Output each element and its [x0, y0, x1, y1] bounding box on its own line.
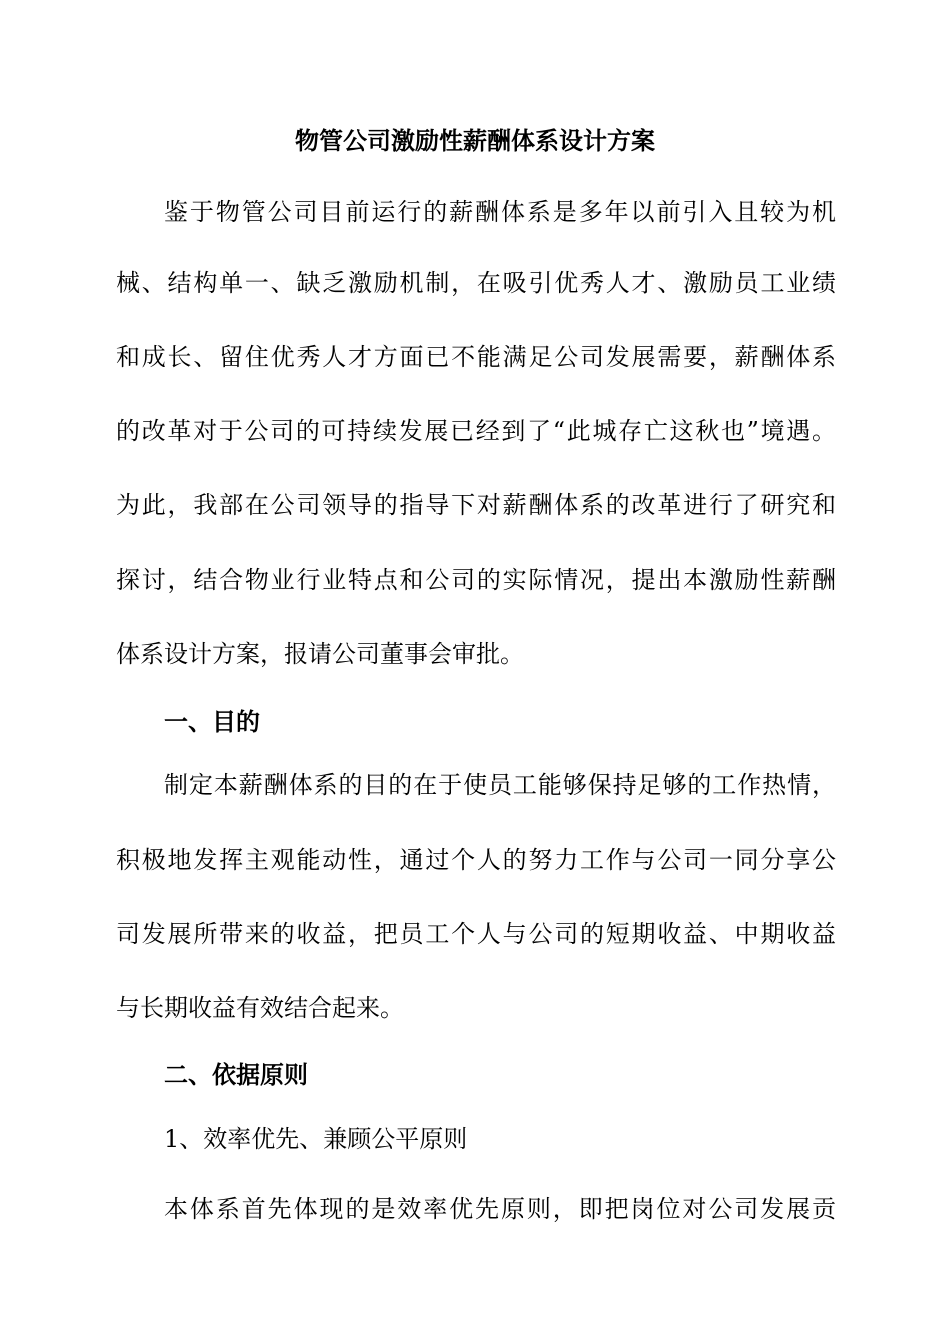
efficiency-line-1: 本体系首先体现的是效率优先原则，即把岗位对公司发展贡: [164, 1195, 836, 1223]
intro-line-2: 械、结构单一、缺乏激励机制，在吸引优秀人才、激励员工业绩: [116, 269, 836, 297]
purpose-line-1: 制定本薪酬体系的目的在于使员工能够保持足够的工作热情，: [164, 771, 836, 799]
intro-line-7: 体系设计方案，报请公司董事会审批。: [116, 640, 524, 668]
intro-line-6: 探讨，结合物业行业特点和公司的实际情况，提出本激励性薪酬: [116, 566, 836, 594]
purpose-line-2: 积极地发挥主观能动性，通过个人的努力工作与公司一同分享公: [116, 846, 836, 874]
intro-line-1: 鉴于物管公司目前运行的薪酬体系是多年以前引入且较为机: [164, 198, 836, 226]
intro-line-5: 为此，我部在公司领导的指导下对薪酬体系的改革进行了研究和: [116, 491, 836, 519]
section-heading-purpose: 一、目的: [164, 708, 260, 736]
intro-line-4: 的改革对于公司的可持续发展已经到了“此城存亡这秋也”境遇。: [116, 417, 836, 445]
purpose-line-4: 与长期收益有效结合起来。: [116, 994, 404, 1022]
subsection-heading-efficiency: 1、效率优先、兼顾公平原则: [164, 1125, 468, 1153]
section-heading-principles: 二、依据原则: [164, 1061, 308, 1089]
purpose-line-3: 司发展所带来的收益，把员工个人与公司的短期收益、中期收益: [116, 920, 836, 948]
intro-line-3: 和成长、留住优秀人才方面已不能满足公司发展需要，薪酬体系: [116, 343, 836, 371]
document-title: 物管公司激励性薪酬体系设计方案: [295, 127, 655, 155]
